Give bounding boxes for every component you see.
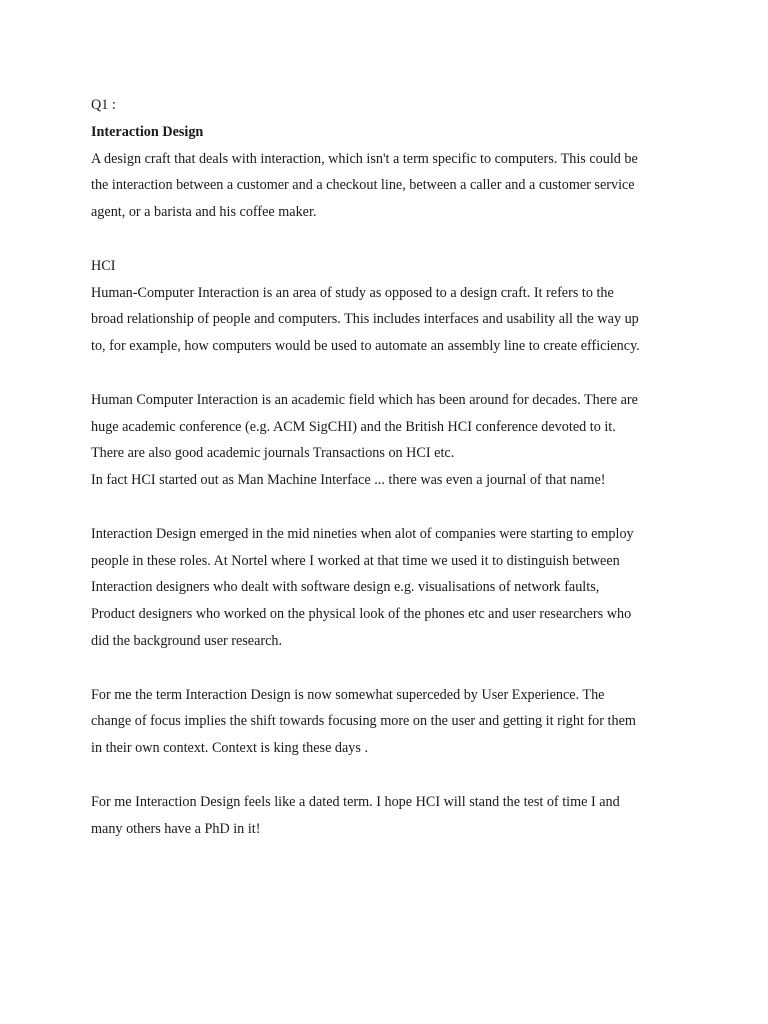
text-line: For me Interaction Design feels like a dated term. I hope HCI will stand the test of time I and [91, 793, 620, 810]
heading-interaction-design: Interaction Design [91, 123, 204, 140]
text-line: to, for example, how computers would be used to automate an assembly line to create efficiency. [91, 338, 640, 355]
text-line: For me the term Interaction Design is now somewhat superceded by User Experience. The [91, 686, 605, 703]
text-line: change of focus implies the shift towards focusing more on the user and getting it right for them [91, 713, 636, 730]
heading-hci: HCI [91, 257, 116, 274]
text-line: In fact HCI started out as Man Machine Interface ... there was even a journal of that name! [91, 472, 606, 489]
text-line: A design craft that deals with interaction, which isn't a term specific to computers. This could be [91, 150, 638, 167]
text-line: many others have a PhD in it! [91, 820, 261, 837]
text-line: huge academic conference (e.g. ACM SigCHI) and the British HCI conference devoted to it. [91, 418, 616, 435]
text-line: Interaction Design emerged in the mid nineties when alot of companies were starting to employ [91, 525, 634, 542]
text-line: the interaction between a customer and a checkout line, between a caller and a customer service [91, 177, 635, 194]
paragraph-gap [91, 494, 691, 521]
text-line: agent, or a barista and his coffee maker. [91, 204, 317, 221]
text-line: did the background user research. [91, 632, 283, 649]
text-line: Human-Computer Interaction is an area of study as opposed to a design craft. It refers to the [91, 284, 614, 301]
paragraph-hci-academic [91, 387, 691, 494]
question-label: Q1 : [91, 97, 116, 113]
text-line: in their own context. Context is king these days . [91, 740, 369, 757]
paragraph-gap [91, 226, 691, 253]
paragraph-user-experience [91, 682, 691, 762]
text-line: broad relationship of people and computers. This includes interfaces and usability all the way up [91, 311, 639, 328]
paragraph-gap [91, 655, 691, 682]
paragraph-conclusion [91, 789, 691, 843]
paragraph-gap [91, 360, 691, 387]
paragraph-interaction-design-definition [91, 146, 691, 226]
text-line: people in these roles. At Nortel where I worked at that time we used it to distinguish between [91, 552, 620, 569]
paragraph-interaction-design-history [91, 521, 691, 655]
text-line: Interaction designers who dealt with software design e.g. visualisations of network faults, [91, 579, 600, 596]
text-line: Product designers who worked on the physical look of the phones etc and user researchers who [91, 606, 632, 623]
text-line: Human Computer Interaction is an academic field which has been around for decades. There are [91, 391, 638, 408]
paragraph-gap [91, 762, 691, 789]
document-page [91, 92, 691, 842]
text-line: There are also good academic journals Transactions on HCI etc. [91, 445, 455, 462]
paragraph-hci-definition [91, 280, 691, 360]
